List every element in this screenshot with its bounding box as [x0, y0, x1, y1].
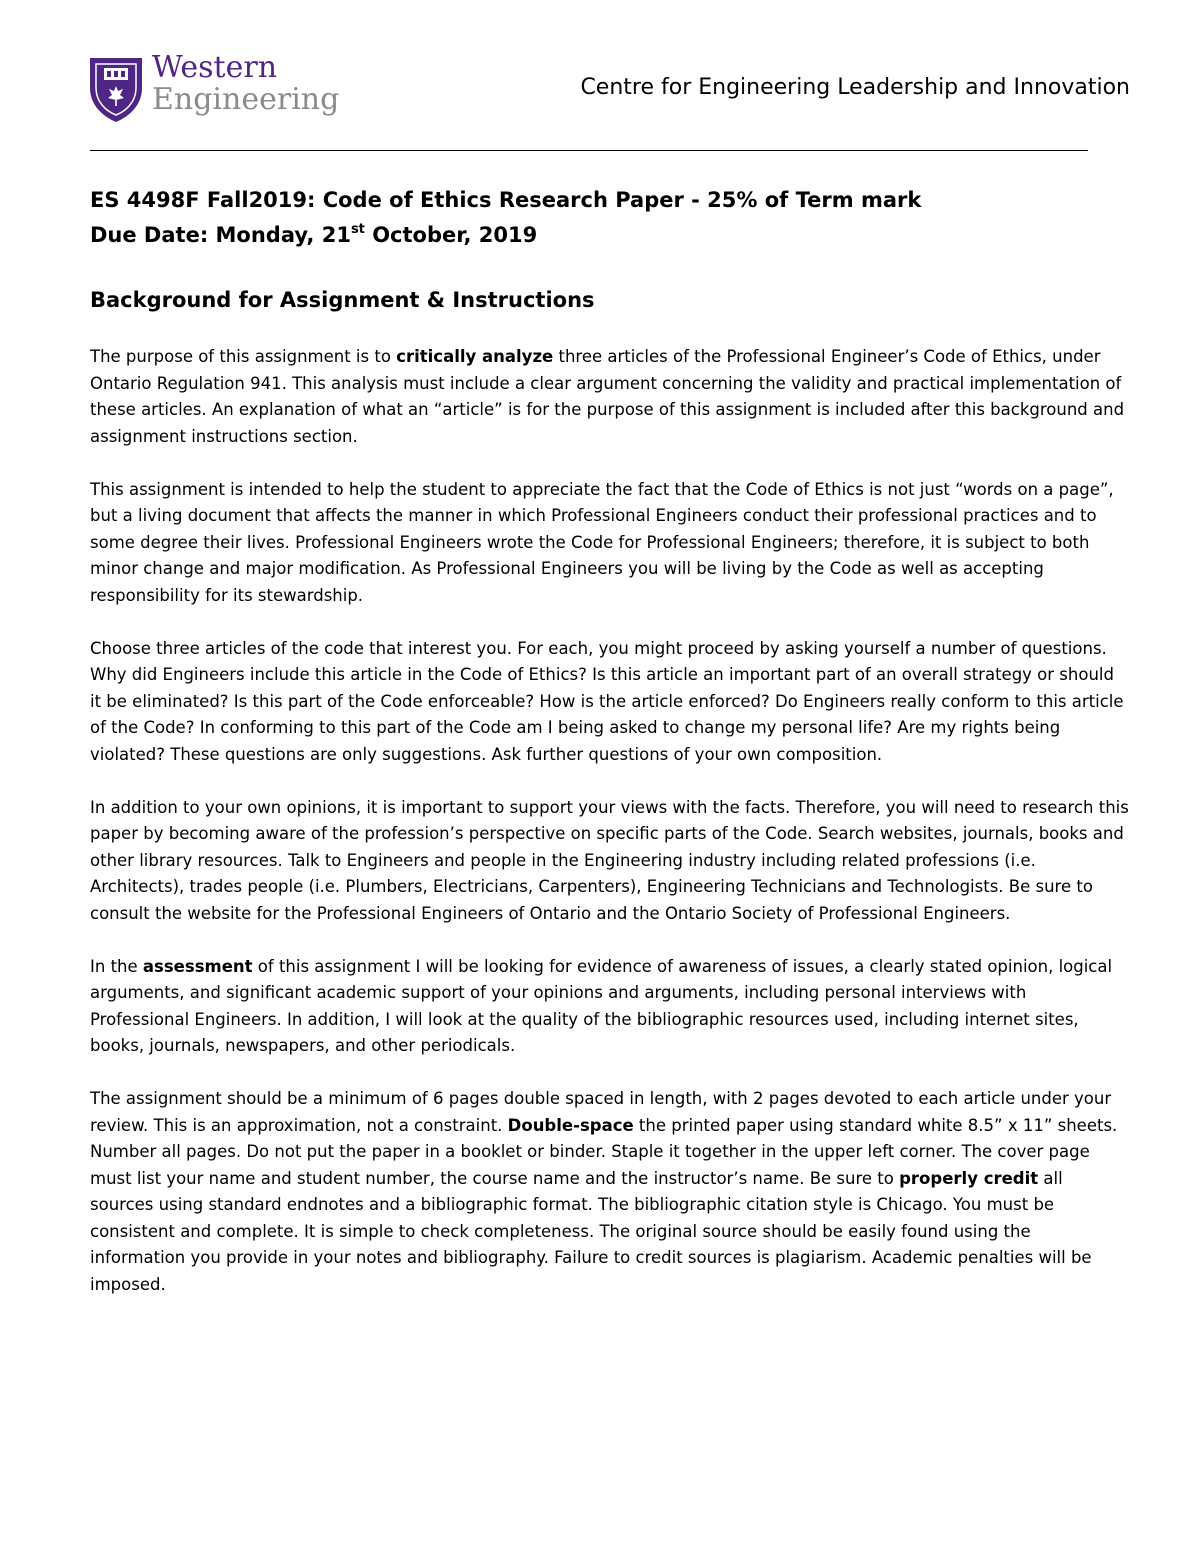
- course-title: ES 4498F Fall2019: Code of Ethics Research Paper - 25% of Term mark: [90, 188, 922, 212]
- paragraph-intent: This assignment is intended to help the student to appreciate the fact that the Code of Ethics is not just “words on a page”, but a living document that affects the manner in which Professional Engineers conduct their professional practices and to some degree their lives. Professional Engineers wrote the Code for Professional Engineers; therefore, it is subject to both minor change and major modification. As Professional Engineers you will be living by the Code as well as accepting responsibility for its stewardship.: [90, 479, 1114, 605]
- p1-text-a: The purpose of this assignment is to: [90, 347, 397, 366]
- header-divider: [90, 150, 1088, 151]
- due-date-prefix: Due Date: Monday, 21: [90, 223, 351, 247]
- p1-text-b: three articles of the Professional Engineer’s Code of Ethics, under Ontario Regulation 941. This analysis must include a clear argument concerning the validity and practical implementation of these articles. An explanation of what an “article” is for the purpose of this assignment is included after this background and assignment instructions section.: [90, 347, 1125, 446]
- p1-emphasis: critically analyze: [396, 347, 554, 366]
- paragraph-research: In addition to your own opinions, it is important to support your views with the facts. Therefore, you will need to research this paper by becoming aware of the profession’s perspective on specific parts of the Code. Search websites, journals, books and other library resources. Talk to Engineers and people in the Engineering industry including related professions (i.e. Architects), trades people (i.e. Plumbers, Electricians, Carpenters), Engineering Technicians and Technologists. Be sure to consult the website for the Professional Engineers of Ontario and the Ontario Society of Professional Engineers.: [90, 797, 1129, 923]
- p5-emphasis: assessment: [142, 956, 253, 976]
- paragraph-assessment: [90, 954, 1130, 1060]
- paragraph-choose-articles: Choose three articles of the code that interest you. For each, you might proceed by asking yourself a number of questions. Why did Engineers include this article in the Code of Ethics? Is this article an important part of an overall strategy or should it be eliminated? Is this part of the Code enforceable? How is the article enforced? Do Engineers really conform to this article of the Code? In conforming to this part of the Code am I being asked to change my personal life? Are my rights being violated? These questions are only suggestions. Ask further questions of your own composition.: [90, 638, 1124, 764]
- p6-text-a: The assignment should be a minimum of 6 pages double spaced in length, with 2 pages devoted to each article under your review. This is an approximation, not a constraint.: [90, 1089, 1112, 1135]
- p5-text-b: of this assignment I will be looking for evidence of awareness of issues, a clearly stated opinion, logical arguments, and significant academic support of your opinions and arguments, including personal interviews with Professional Engineers. In addition, I will look at the quality of the bibliographic resources used, including internet sites, books, journals, newspapers, and other periodicals.: [90, 956, 1113, 1055]
- western-engineering-logo: [88, 50, 368, 130]
- p6-emphasis-2: properly credit: [899, 1168, 1039, 1188]
- p6-text-b: the printed paper using standard white 8.5” x 11” sheets. Number all pages. Do not put the paper in a booklet or binder. Staple it together in the upper left corner. The cover page must list your name and student number, the course name and the instructor’s name. Be sure to: [90, 1115, 1118, 1188]
- logo-wordmark-engineering: Engineering: [152, 82, 340, 117]
- p5-text-a: In the: [90, 956, 143, 976]
- paragraph-purpose: [90, 344, 1130, 450]
- p6-emphasis-1: Double-space: [507, 1115, 634, 1135]
- due-date-suffix: October, 2019: [364, 223, 538, 247]
- body-text: [90, 344, 1130, 1325]
- crest-icon: [88, 54, 144, 124]
- centre-title: Centre for Engineering Leadership and Innovation: [580, 75, 1130, 100]
- p6-text-c: all sources using standard endnotes and a bibliographic format. The bibliographic citation style is Chicago. You must be consistent and complete. It is simple to check completeness. The original source should be easily found using the information you provide in your notes and bibliography. Failure to credit sources is plagiarism. Academic penalties will be imposed.: [90, 1168, 1092, 1294]
- section-heading: Background for Assignment & Instructions: [90, 288, 595, 312]
- due-date-ordinal: st: [350, 222, 365, 237]
- paragraph-format: [90, 1086, 1130, 1298]
- due-date: [90, 221, 537, 249]
- logo-wordmark-western: Western: [152, 50, 278, 85]
